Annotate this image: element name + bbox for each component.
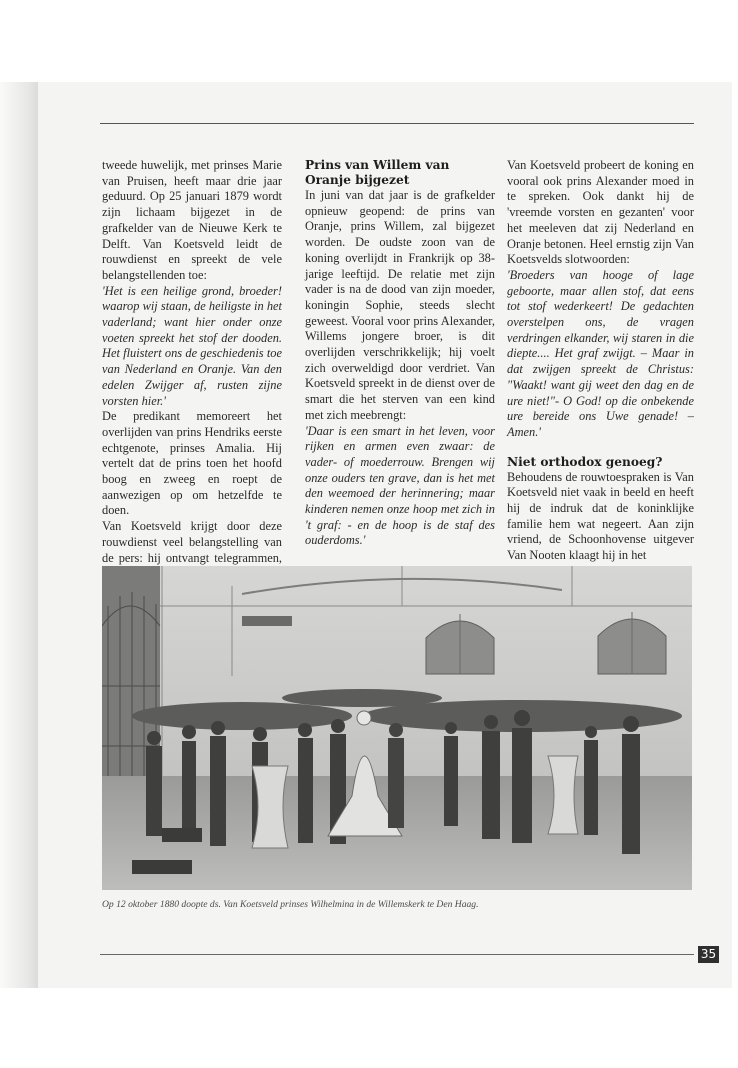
column-1 xyxy=(102,158,282,598)
illustration-caption: Op 12 oktober 1880 doopte ds. Van Koetsveld prinses Wilhelmina in de Willemskerk te Den Haag. xyxy=(102,899,479,910)
col1-paragraph-2: De predikant memoreert het overlijden van prins Hendriks eerste echtgenote, prinses Amalia. Hij vertelt dat de prins toen het hoofd boog en zweeg en roept de aanwezigen op om hetzelfde te doen. xyxy=(102,409,282,518)
column-3 xyxy=(507,158,694,564)
col1-quote: 'Het is een heilige grond, broeder! waarop wij staan, de heiligste in het vaderland; want hier onder onze voeten spreekt het stof der dooden. Het fluistert ons de geschiedenis toe van Nederland en Oranje. Van den edelen Zwijger af, rusten zijne vorsten hier.' xyxy=(102,283,282,408)
col2-quote: 'Daar is een smart in het leven, voor rijken en armen even zwaar: de vader- of moederrouw. Brengen wij onze ouders ten grave, dan is het met den weemoed der herinnering; maar kinderen nemen onze hoop met zich in 't graf: - en de hoop is de staf des ouderdoms.' xyxy=(305,423,495,548)
col3-paragraph-2: Behoudens de rouwtoespraken is Van Koetsveld niet vaak in beeld en heeft hij de indruk dat de koninklijke familie hem wat negeert. Aan zijn vriend, de Schoonhovense uitgever Van Nooten klaagt hij in het xyxy=(507,469,694,563)
col3-heading: Niet orthodox genoeg? xyxy=(507,454,663,469)
page-number: 35 xyxy=(698,946,719,963)
col3-paragraph-1: Van Koetsveld probeert de koning en vooral ook prins Alexander moed in te spreken. Ook dankt hij de 'vreemde vorsten en gezanten' voor het meeleven dat zij Nederland en Oranje betonen. Heel ernstig zijn Van Koetsvelds slotwoorden: xyxy=(507,158,694,267)
top-rule xyxy=(100,123,694,124)
col3-quote: 'Broeders van hooge of lage geboorte, maar allen stof, dat eens tot stof wederkeert! De gedachten overstelpen ons, de vragen verdringen elkander, wij staren in die diepte.... Het graf zwijgt. – Maar in dat zwijgen spreekt de Christus: "Waakt! want gij weet den dag en de ure niet!"- O God! op die onbekende ure bereide ons Uwe genade! – Amen.' xyxy=(507,267,694,439)
col1-paragraph-1: tweede huwelijk, met prinses Marie van Pruisen, heeft maar drie jaar geduurd. Op 25 januari 1879 wordt zijn lichaam bijgezet in de grafkelder van de Nieuwe Kerk te Delft. Van Koetsveld leidt de rouwdienst en spreekt de vele belangstellenden toe: xyxy=(102,158,282,282)
col2-heading: Prins van Willem van Oranje bijgezet xyxy=(305,158,450,187)
page-gutter-shadow xyxy=(0,82,40,988)
baptism-illustration xyxy=(102,566,692,890)
col1-paragraph-3: Van Koetsveld krijgt door deze rouwdienst veel belangstelling van de pers: hij ontvangt telegrammen, xyxy=(102,519,282,565)
column-2 xyxy=(305,158,495,549)
col2-paragraph-1: In juni van dat jaar is de grafkelder opnieuw geopend: de prins van Oranje, prins Willem, zal bijgezet worden. De oudste zoon van de koning overlijdt in Frankrijk op 38-jarige leeftijd. De relatie met zijn vader is na de dood van zijn moeder, koningin Sophie, steeds slecht geweest. Vooral voor prins Alexander, Willems jongere broer, is dit overlijden verschrikkelijk; hij voelt zich overweldigd door verdriet. Van Koetsveld spreekt in de dienst over de smart die het sterven van een kind met zich meebrengt: xyxy=(305,188,495,422)
bottom-rule xyxy=(100,954,694,955)
illustration-drawing xyxy=(102,566,692,890)
